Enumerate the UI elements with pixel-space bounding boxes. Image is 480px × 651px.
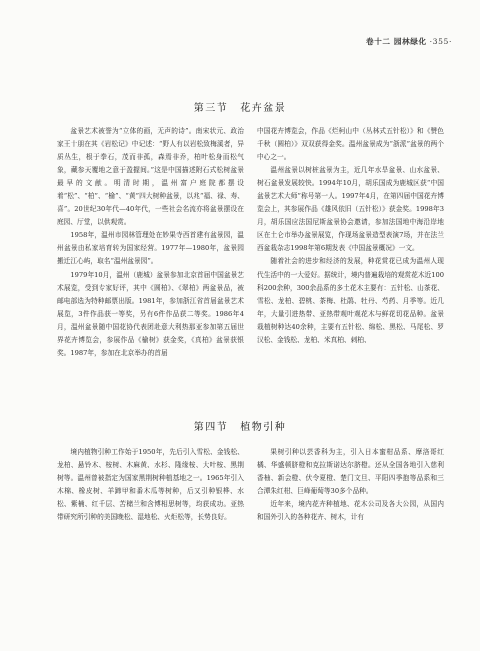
paragraph: 1979年10月，温州（鹿城）盆景参加北京首届中国盆景艺术展览，受到专家好评，其中《圆柏》、《翠柏》两盆景品，被邮电部选为特种邮票出版。1981年，参加浙江省首届盆景艺术展览，3件作品获一等奖，另有6件作品获二等奖。1986年4月，温州盆景随中国花协代表团赴意大利热那亚参加第五届世界花卉博览会，参展作品《榆树》获金奖，《真柏》盆景获银奖。1987年，参加在北京举办的首届	[57, 270, 244, 357]
running-header	[366, 36, 452, 47]
page-number: ·355·	[429, 37, 452, 46]
paragraph: 温州盆景以树桩盆景为主，近几年水旱盆景、山水盆景、树石盆景发展较快。1994年10月，胡乐国成为鹿城区获“中国盆景艺术大师”称号第一人。1997年4月，在第四届中国花卉博览会上，其参展作品《雄风依旧（五针松）》获金奖。1998年3月，胡乐国应法国尼斯盆景协会邀请，参加法国地中海沿岸地区在土仑市举办盆景展览，作现场盆景造型表演7场，并在法兰西盆栽杂志1998年第6期发表《中国盆景概况》一文。	[257, 166, 444, 253]
paragraph: 随着社会的进步和经济的发展，种花赏花已成为温州人现代生活中的一大爱好。据统计，境内普遍栽培的观赏花木近100科200余种，300余品系的多土花木主要有：五针松、山茶花、雪松、龙柏、碧桃、茶梅、杜鹃、牡丹、芍药、月季等。近几年，大量引进热带、亚热带观叶观花木与鲜花切花品种。盆景栽植树种达40余种，主要有五针松、绵松、黑松、马尾松、罗汉松、金钱松、龙柏、米真柏、刺柏、	[257, 257, 444, 344]
paragraph: 近年来，境内花卉种植地、花木公司及各大公园，从国内和国外引入的各种花卉、树木，计有	[257, 500, 444, 522]
paragraph: 中国花卉博览会，作品《烂柯山中（丛林式五针松）》和《赞色千秋（圆柏）》双双获得金奖。温州盆景成为“浙派”盆景的两个中心之一。	[257, 127, 444, 162]
paragraph: 盆景艺术被誉为“立体的画，无声的诗”。南宋状元、政治家王十朋在其《岩松记》中记述：“野人有以岩松致梅溪者，异质丛生，根于拳石，茂而非孤，森焉非乔，柏叶松身而松气象，藏参天覆地之意于盈握间。”这是中国描述附石式松树盆景最早的文献。明清时期，温州富户庭院都摆设着“松”、“柏”、“榆”、“黄”四大树种盆景，以兆“福、禄、寿、喜”。20世纪30年代—40年代，一些社会名流亦将盆景摆设在庭园、厅堂，以供观赏。	[57, 127, 244, 227]
paragraph: 1958年，温州市园林管理处在妙果寺西首建有盆景园，温州盆景由私家培育转为国家经营。1977年—1980年，盆景园搬迁江心屿，取名“温州盆景园”。	[57, 231, 244, 266]
section-title: 植物引种	[240, 422, 287, 433]
paragraph: 果树引种以芸香科为主，引入日本蜜柑品系、摩洛哥红橘、华盛顿脐橙和克拉斯诺达尔脐橙。还从全国各地引入慈利香柚、新会橙、伏令夏橙、楚门文旦、平阳四季抱等品系和三合潭朱红柑、巨峰葡萄等30多个品种。	[257, 448, 444, 496]
section-flowers-right-column	[257, 125, 444, 347]
paragraph: 境内植物引种工作始于1950年，先后引入雪松、金钱松、龙柏、悬铃木、桉树、木麻黄、水杉、隆缘桉、大叶桉、黑荆树等。温州曾被指定为国家黑荆树种植基地之一。1965年引入木棉、橡皮树、羊蹄甲和番木瓜等树种，后又引种银桦、水松、紫楠、红千层、苦槠兰和含博相思树等，均获成功。亚热带研究所引种的美国晚松、湿地松、火炬松等，长势良好。	[57, 448, 244, 522]
section-number: 第三节	[193, 103, 229, 114]
section-heading-plant-introduction	[0, 418, 480, 433]
section-number: 第四节	[193, 422, 229, 433]
section-title: 花卉盆景	[240, 103, 287, 114]
section-heading-flowers	[0, 99, 480, 114]
chapter-title: 卷十二 园林绿化	[366, 37, 427, 46]
section-plants-left-column	[57, 446, 244, 524]
section-flowers-left-column	[57, 125, 244, 360]
section-plants-right-column	[257, 446, 444, 524]
